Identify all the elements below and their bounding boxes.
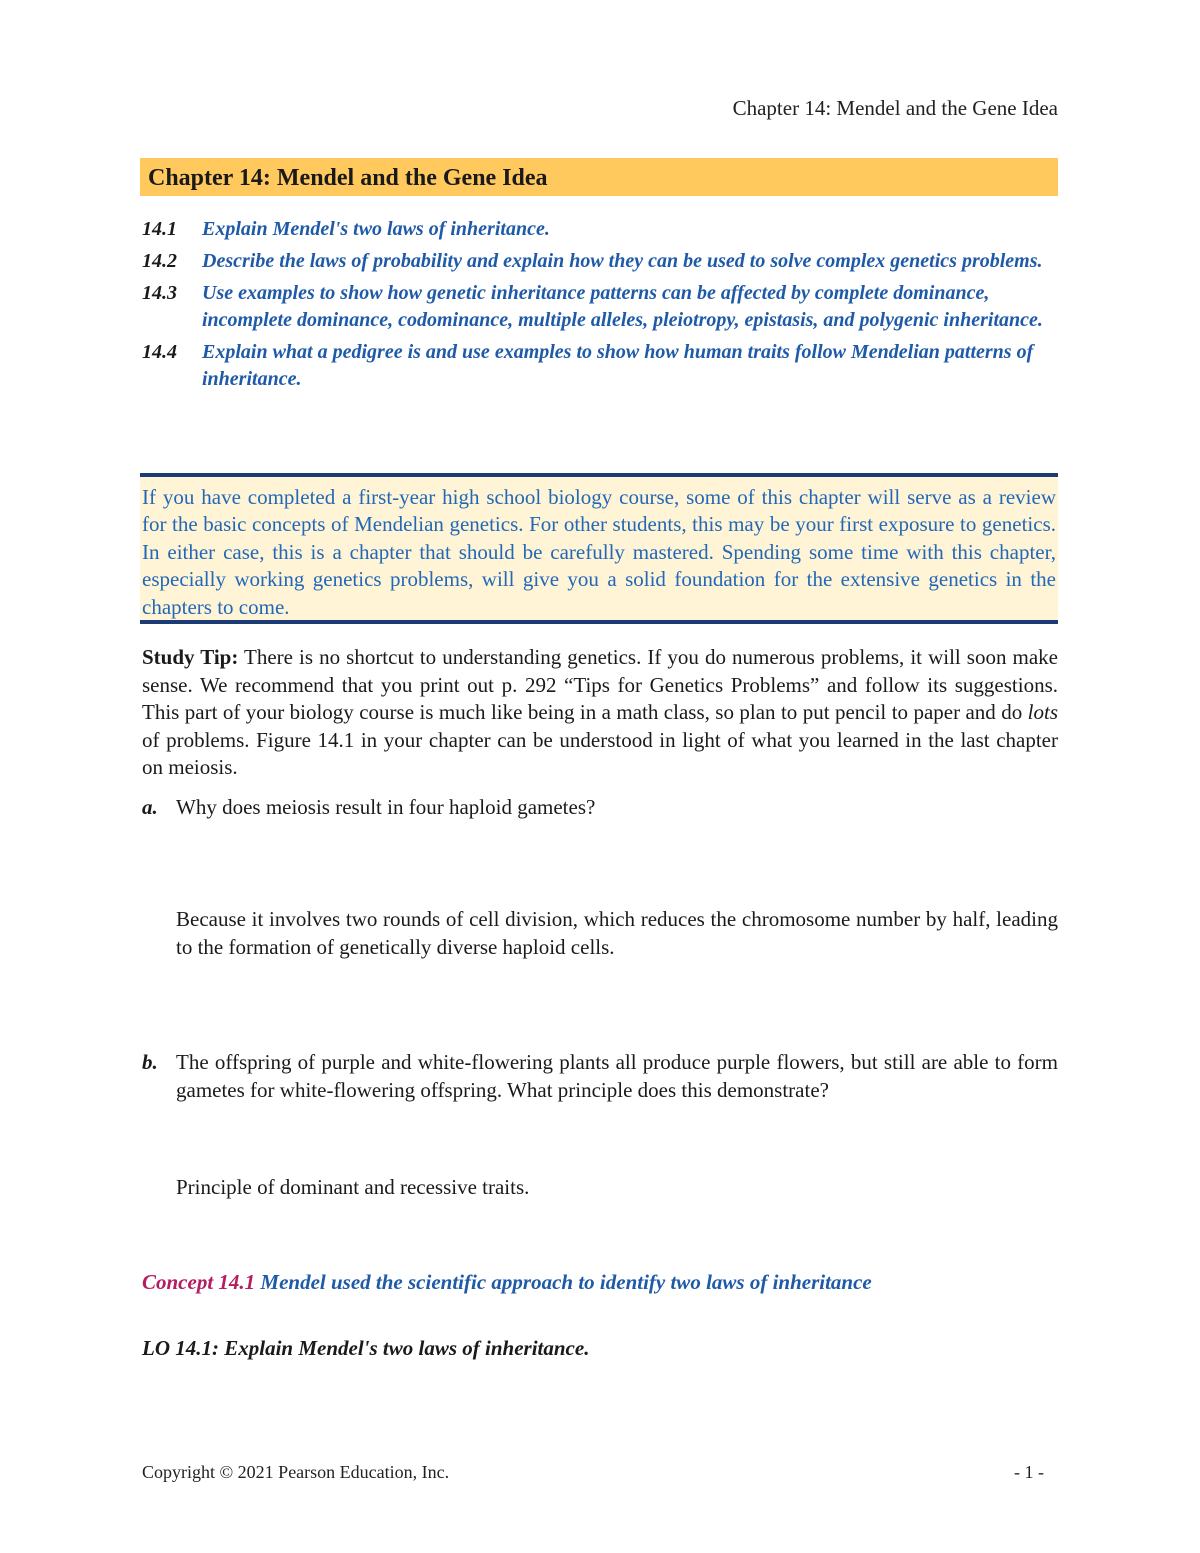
chapter-overview-box bbox=[140, 473, 1058, 624]
question-text: The offspring of purple and white-flowering plants all produce purple flowers, but still are able to form gametes for white-flowering offspring. What principle does this demonstrate? bbox=[176, 1050, 1058, 1102]
study-tip-text-part2: of problems. Figure 14.1 in your chapter can be understood in light of what you learned in the last chapter on meiosis. bbox=[142, 727, 1058, 779]
objective-item bbox=[142, 280, 1058, 334]
question-b bbox=[142, 1049, 1058, 1104]
study-tip-label: Study Tip: bbox=[142, 645, 239, 669]
page-number: - 1 - bbox=[1014, 1462, 1044, 1482]
study-tip-text-part1: There is no shortcut to understanding genetics. If you do numerous problems, it will soon make sense. We recommend that you print out p. 292 “Tips for Genetics Problems” and follow its suggestions. This part of your biology course is much like being in a math class, so plan to put pencil to paper and do bbox=[142, 645, 1058, 724]
learning-objective-heading: LO 14.1: Explain Mendel's two laws of inheritance. bbox=[142, 1336, 590, 1360]
copyright-footer: Copyright © 2021 Pearson Education, Inc. bbox=[142, 1462, 450, 1482]
concept-label: Concept 14.1 bbox=[142, 1270, 256, 1294]
objective-text: Explain Mendel's two laws of inheritance. bbox=[202, 218, 550, 240]
objective-number: 14.1 bbox=[142, 218, 177, 240]
objective-text: Explain what a pedigree is and use examples to show how human traits follow Mendelian patterns of inheritance. bbox=[202, 341, 1034, 390]
study-tip-paragraph bbox=[142, 644, 1058, 782]
objective-number: 14.3 bbox=[142, 282, 177, 304]
running-header: Chapter 14: Mendel and the Gene Idea bbox=[732, 96, 1058, 120]
objective-number: 14.2 bbox=[142, 250, 177, 272]
question-a bbox=[142, 794, 1058, 822]
answer-a: Because it involves two rounds of cell division, which reduces the chromosome number by half, leading to the formation of genetically diverse haploid cells. bbox=[176, 907, 1058, 959]
question-text: Why does meiosis result in four haploid gametes? bbox=[176, 795, 596, 819]
chapter-title-banner: Chapter 14: Mendel and the Gene Idea bbox=[140, 158, 1058, 196]
overview-text: If you have completed a first-year high school biology course, some of this chapter will serve as a review for the basic concepts of Mendelian genetics. For other students, this may be your first exposure to genetics. In either case, this is a chapter that should be carefully mastered. Spending some time with this chapter, especially working genetics problems, will give you a solid foundation for the extensive genetics in the chapters to come. bbox=[142, 485, 1056, 619]
question-letter: a. bbox=[142, 795, 158, 819]
answer-b: Principle of dominant and recessive traits. bbox=[176, 1175, 530, 1199]
objective-text: Describe the laws of probability and explain how they can be used to solve complex genetics problems. bbox=[202, 250, 1043, 272]
objective-item bbox=[142, 216, 1058, 243]
learning-objectives-list bbox=[142, 216, 1058, 398]
concept-text: Mendel used the scientific approach to identify two laws of inheritance bbox=[255, 1270, 872, 1294]
objective-item bbox=[142, 339, 1058, 393]
objective-text: Use examples to show how genetic inheritance patterns can be affected by complete dominance, incomplete dominance, codominance, multiple alleles, pleiotropy, epistasis, and polygenic inheritance. bbox=[202, 282, 1043, 331]
concept-heading bbox=[142, 1270, 1058, 1295]
study-tip-emphasis: lots bbox=[1027, 700, 1058, 724]
question-letter: b. bbox=[142, 1050, 158, 1074]
objective-item bbox=[142, 248, 1058, 275]
objective-number: 14.4 bbox=[142, 341, 177, 363]
